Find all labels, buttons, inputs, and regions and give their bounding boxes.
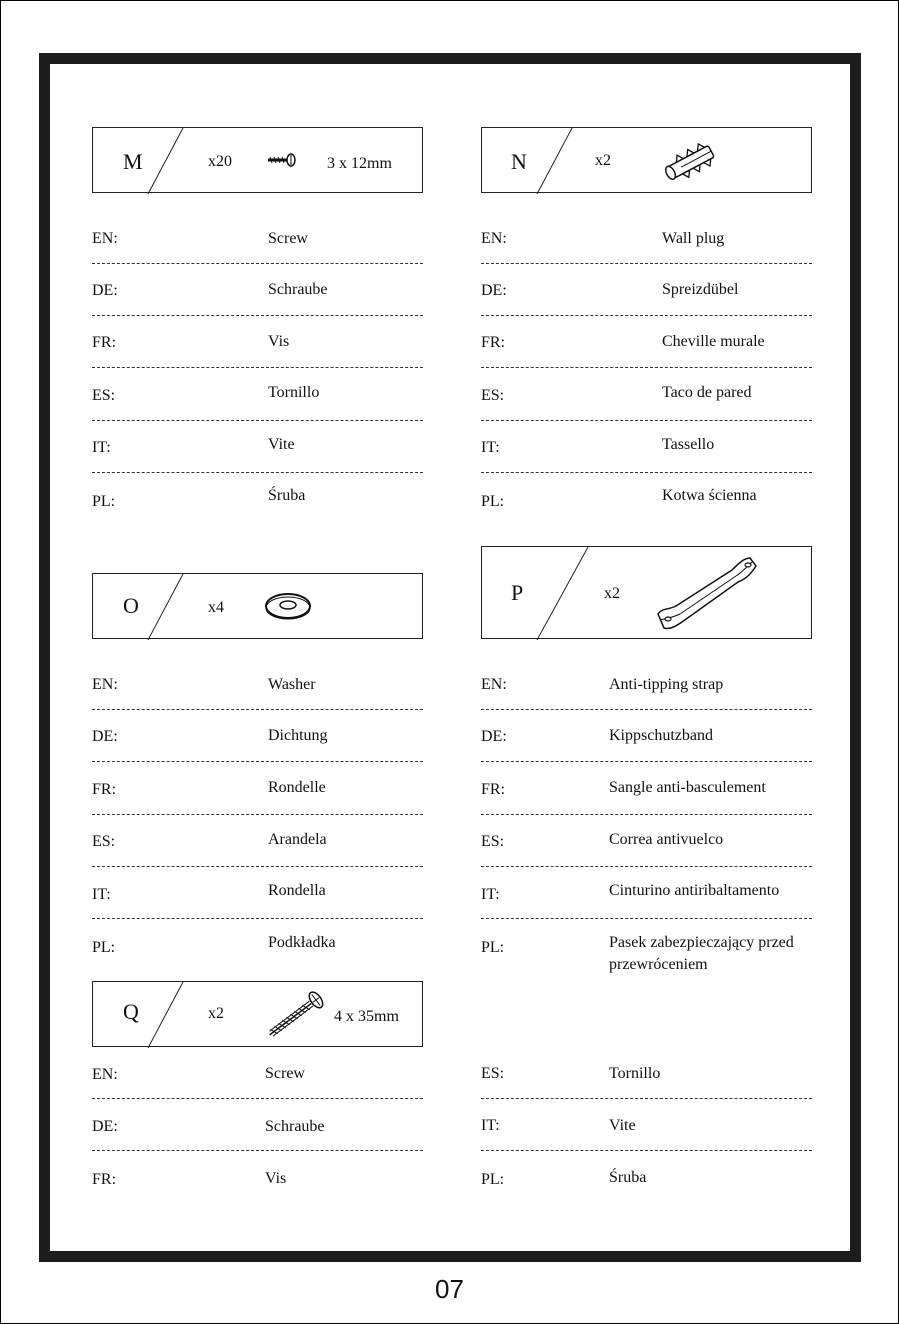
part-header-o [92,573,423,639]
part-quantity: x4 [208,599,224,616]
lang-code: FR: [92,781,117,798]
anti-tipping-strap-icon [652,552,762,634]
lang-code: FR: [481,334,506,351]
part-quantity: x20 [208,153,232,170]
lang-code: PL: [92,493,116,510]
content-frame [39,53,861,1262]
translation-text: Tornillo [268,384,320,401]
wall-plug-icon [660,140,724,184]
translation-text: Schraube [268,281,328,298]
translation-text: Screw [265,1065,305,1082]
part-letter: M [123,149,143,174]
lang-code: DE: [92,282,118,299]
dashed-divider [481,1098,812,1099]
lang-code: PL: [481,493,505,510]
translation-text-continued: przewróceniem [609,956,708,973]
part-letter: P [511,580,524,605]
lang-code: ES: [481,387,505,404]
dashed-divider [92,1098,423,1099]
translation-text: Dichtung [268,727,328,744]
lang-code: IT: [481,886,500,903]
lang-code: ES: [481,833,505,850]
lang-code: IT: [481,1117,500,1134]
lang-code: FR: [92,1171,117,1188]
lang-code: FR: [92,334,117,351]
part-header-n [481,127,812,193]
translation-text: Vite [609,1117,636,1134]
part-header-m [92,127,423,193]
dashed-divider [481,315,812,316]
dashed-divider [481,814,812,815]
translation-text: Kotwa ścienna [662,487,757,504]
dashed-divider [92,420,423,421]
dashed-divider [92,709,423,710]
dashed-divider [481,263,812,264]
dashed-divider [481,472,812,473]
dashed-divider [481,918,812,919]
translation-text: Tornillo [609,1065,661,1082]
washer-icon [263,591,313,621]
translation-text: Screw [268,230,308,247]
part-letter: Q [123,999,139,1024]
lang-code: IT: [92,439,111,456]
translation-text: Spreizdübel [662,281,739,298]
translation-text: Arandela [268,831,327,848]
lang-code: IT: [92,886,111,903]
translation-text: Vis [265,1170,287,1187]
lang-code: DE: [92,728,118,745]
translation-text: Rondelle [268,779,326,796]
divider-slash [93,574,424,640]
lang-code: EN: [481,230,507,247]
translation-text: Taco de pared [662,384,752,401]
translation-text: Cheville murale [662,333,765,350]
lang-code: EN: [92,230,118,247]
translation-text: Śruba [268,487,306,504]
dashed-divider [92,866,423,867]
dashed-divider [92,761,423,762]
divider-slash [482,128,813,194]
screw-small-icon [267,153,297,167]
dashed-divider [92,367,423,368]
dashed-divider [92,1150,423,1151]
lang-code: PL: [481,939,505,956]
part-size: 3 x 12mm [327,155,392,172]
part-letter: N [511,149,527,174]
lang-code: DE: [481,282,507,299]
lang-code: EN: [92,676,118,693]
part-header-q [92,981,423,1047]
translation-text: Anti-tipping strap [609,676,724,693]
lang-code: ES: [92,387,116,404]
part-header-p [481,546,812,639]
translation-text: Washer [268,676,316,693]
translation-text: Śruba [609,1169,647,1186]
part-quantity: x2 [208,1005,224,1022]
translation-text: Tassello [662,436,715,453]
dashed-divider [481,761,812,762]
screw-long-icon [261,985,331,1045]
translation-text: Rondella [268,882,326,899]
translation-text: Vite [268,436,295,453]
divider-slash [482,547,813,640]
lang-code: PL: [481,1171,505,1188]
translation-text: Pasek zabezpieczający przed [609,934,794,951]
part-quantity: x2 [604,585,620,602]
lang-code: ES: [481,1065,505,1082]
lang-code: FR: [481,781,506,798]
lang-code: IT: [481,439,500,456]
part-letter: O [123,593,139,618]
lang-code: PL: [92,939,116,956]
dashed-divider [481,420,812,421]
lang-code: DE: [92,1118,118,1135]
dashed-divider [481,367,812,368]
part-quantity: x2 [595,152,611,169]
lang-code: DE: [481,728,507,745]
translation-text: Sangle anti-basculement [609,779,766,796]
dashed-divider [92,263,423,264]
lang-code: ES: [92,833,116,850]
dashed-divider [92,472,423,473]
dashed-divider [92,918,423,919]
translation-text: Vis [268,333,290,350]
dashed-divider [481,709,812,710]
translation-text: Cinturino antiribaltamento [609,882,780,899]
part-size: 4 x 35mm [334,1008,399,1025]
dashed-divider [92,315,423,316]
dashed-divider [92,814,423,815]
lang-code: EN: [481,676,507,693]
lang-code: EN: [92,1066,118,1083]
translation-text: Kippschutzband [609,727,713,744]
translation-text: Podkładka [268,934,336,951]
translation-text: Wall plug [662,230,725,247]
translation-text: Correa antivuelco [609,831,724,848]
dashed-divider [481,1150,812,1151]
dashed-divider [481,866,812,867]
page-number: 07 [435,1274,464,1304]
translation-text: Schraube [265,1118,325,1135]
